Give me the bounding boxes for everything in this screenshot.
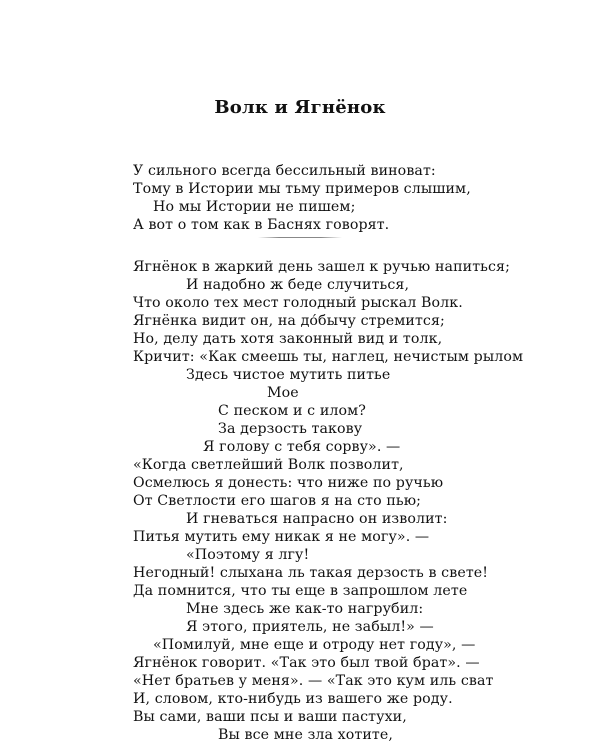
poem-line: «Когда светлейший Волк позволит, <box>133 457 404 473</box>
poem-line: За дерзость такову <box>218 421 363 437</box>
poem-line: Кричит: «Как смеешь ты, наглец, нечистым рылом <box>133 349 524 365</box>
poem-line: Я этого, приятель, не забыл!» — <box>186 619 434 635</box>
poem-line: И гневаться напрасно он изволит: <box>186 511 448 527</box>
poem-line: Ягнёнок говорит. «Так это был твой брат». — <box>133 655 480 671</box>
poem-line: Вы сами, ваши псы и ваши пастухи, <box>133 709 407 725</box>
poem-line: «Нет братьев у меня». — «Так это кум иль сват <box>133 673 494 689</box>
poem-line: Мое <box>267 385 299 401</box>
poem-line: «Поэтому я лгу! <box>186 547 310 563</box>
poem-line: Вы все мне зла хотите, <box>218 727 393 743</box>
poem-line: Да помнится, что ты еще в запрошлом лете <box>133 583 468 599</box>
poem-line: Ягнёнок в жаркий день зашел к ручью напиться; <box>133 259 510 275</box>
poem-line: Питья мутить ему никак я не могу». — <box>133 529 430 545</box>
poem-line: Я голову с тебя сорву». — <box>203 439 401 455</box>
poem-title: Волк и Ягнёнок <box>214 97 386 118</box>
poem-line: Ягнёнка видит он, на до́бычу стремится; <box>133 313 445 329</box>
poem-line: С песком и с илом? <box>218 403 366 419</box>
poem-line: Негодный! слыхана ль такая дерзость в свете! <box>133 565 489 581</box>
poem-line: Мне здесь же как-то нагрубил: <box>186 601 424 617</box>
poem-line: «Помилуй, мне еще и отроду нет году», — <box>153 637 476 653</box>
poem-line: Но, делу дать хотя законный вид и толк, <box>133 331 443 347</box>
poem-line: У сильного всегда бессильный виноват: <box>133 163 436 179</box>
poem-line: От Светлости его шагов я на сто пью; <box>133 493 422 509</box>
poem-line: Здесь чистое мутить питье <box>186 367 391 383</box>
poem-line: Осмелюсь я донесть: что ниже по ручью <box>133 475 444 491</box>
poem-line: Но мы Истории не пишем; <box>153 199 356 215</box>
poem-line: И надобно ж беде случиться, <box>186 277 410 293</box>
poem-line: И, словом, кто-нибудь из вашего же роду. <box>133 691 453 707</box>
section-divider <box>258 237 342 238</box>
poem-line: Тому в Истории мы тьму примеров слышим, <box>133 181 471 197</box>
poem-line: Что около тех мест голодный рыскал Волк. <box>133 295 463 311</box>
poem-line: А вот о том как в Баснях говорят. <box>133 217 390 233</box>
